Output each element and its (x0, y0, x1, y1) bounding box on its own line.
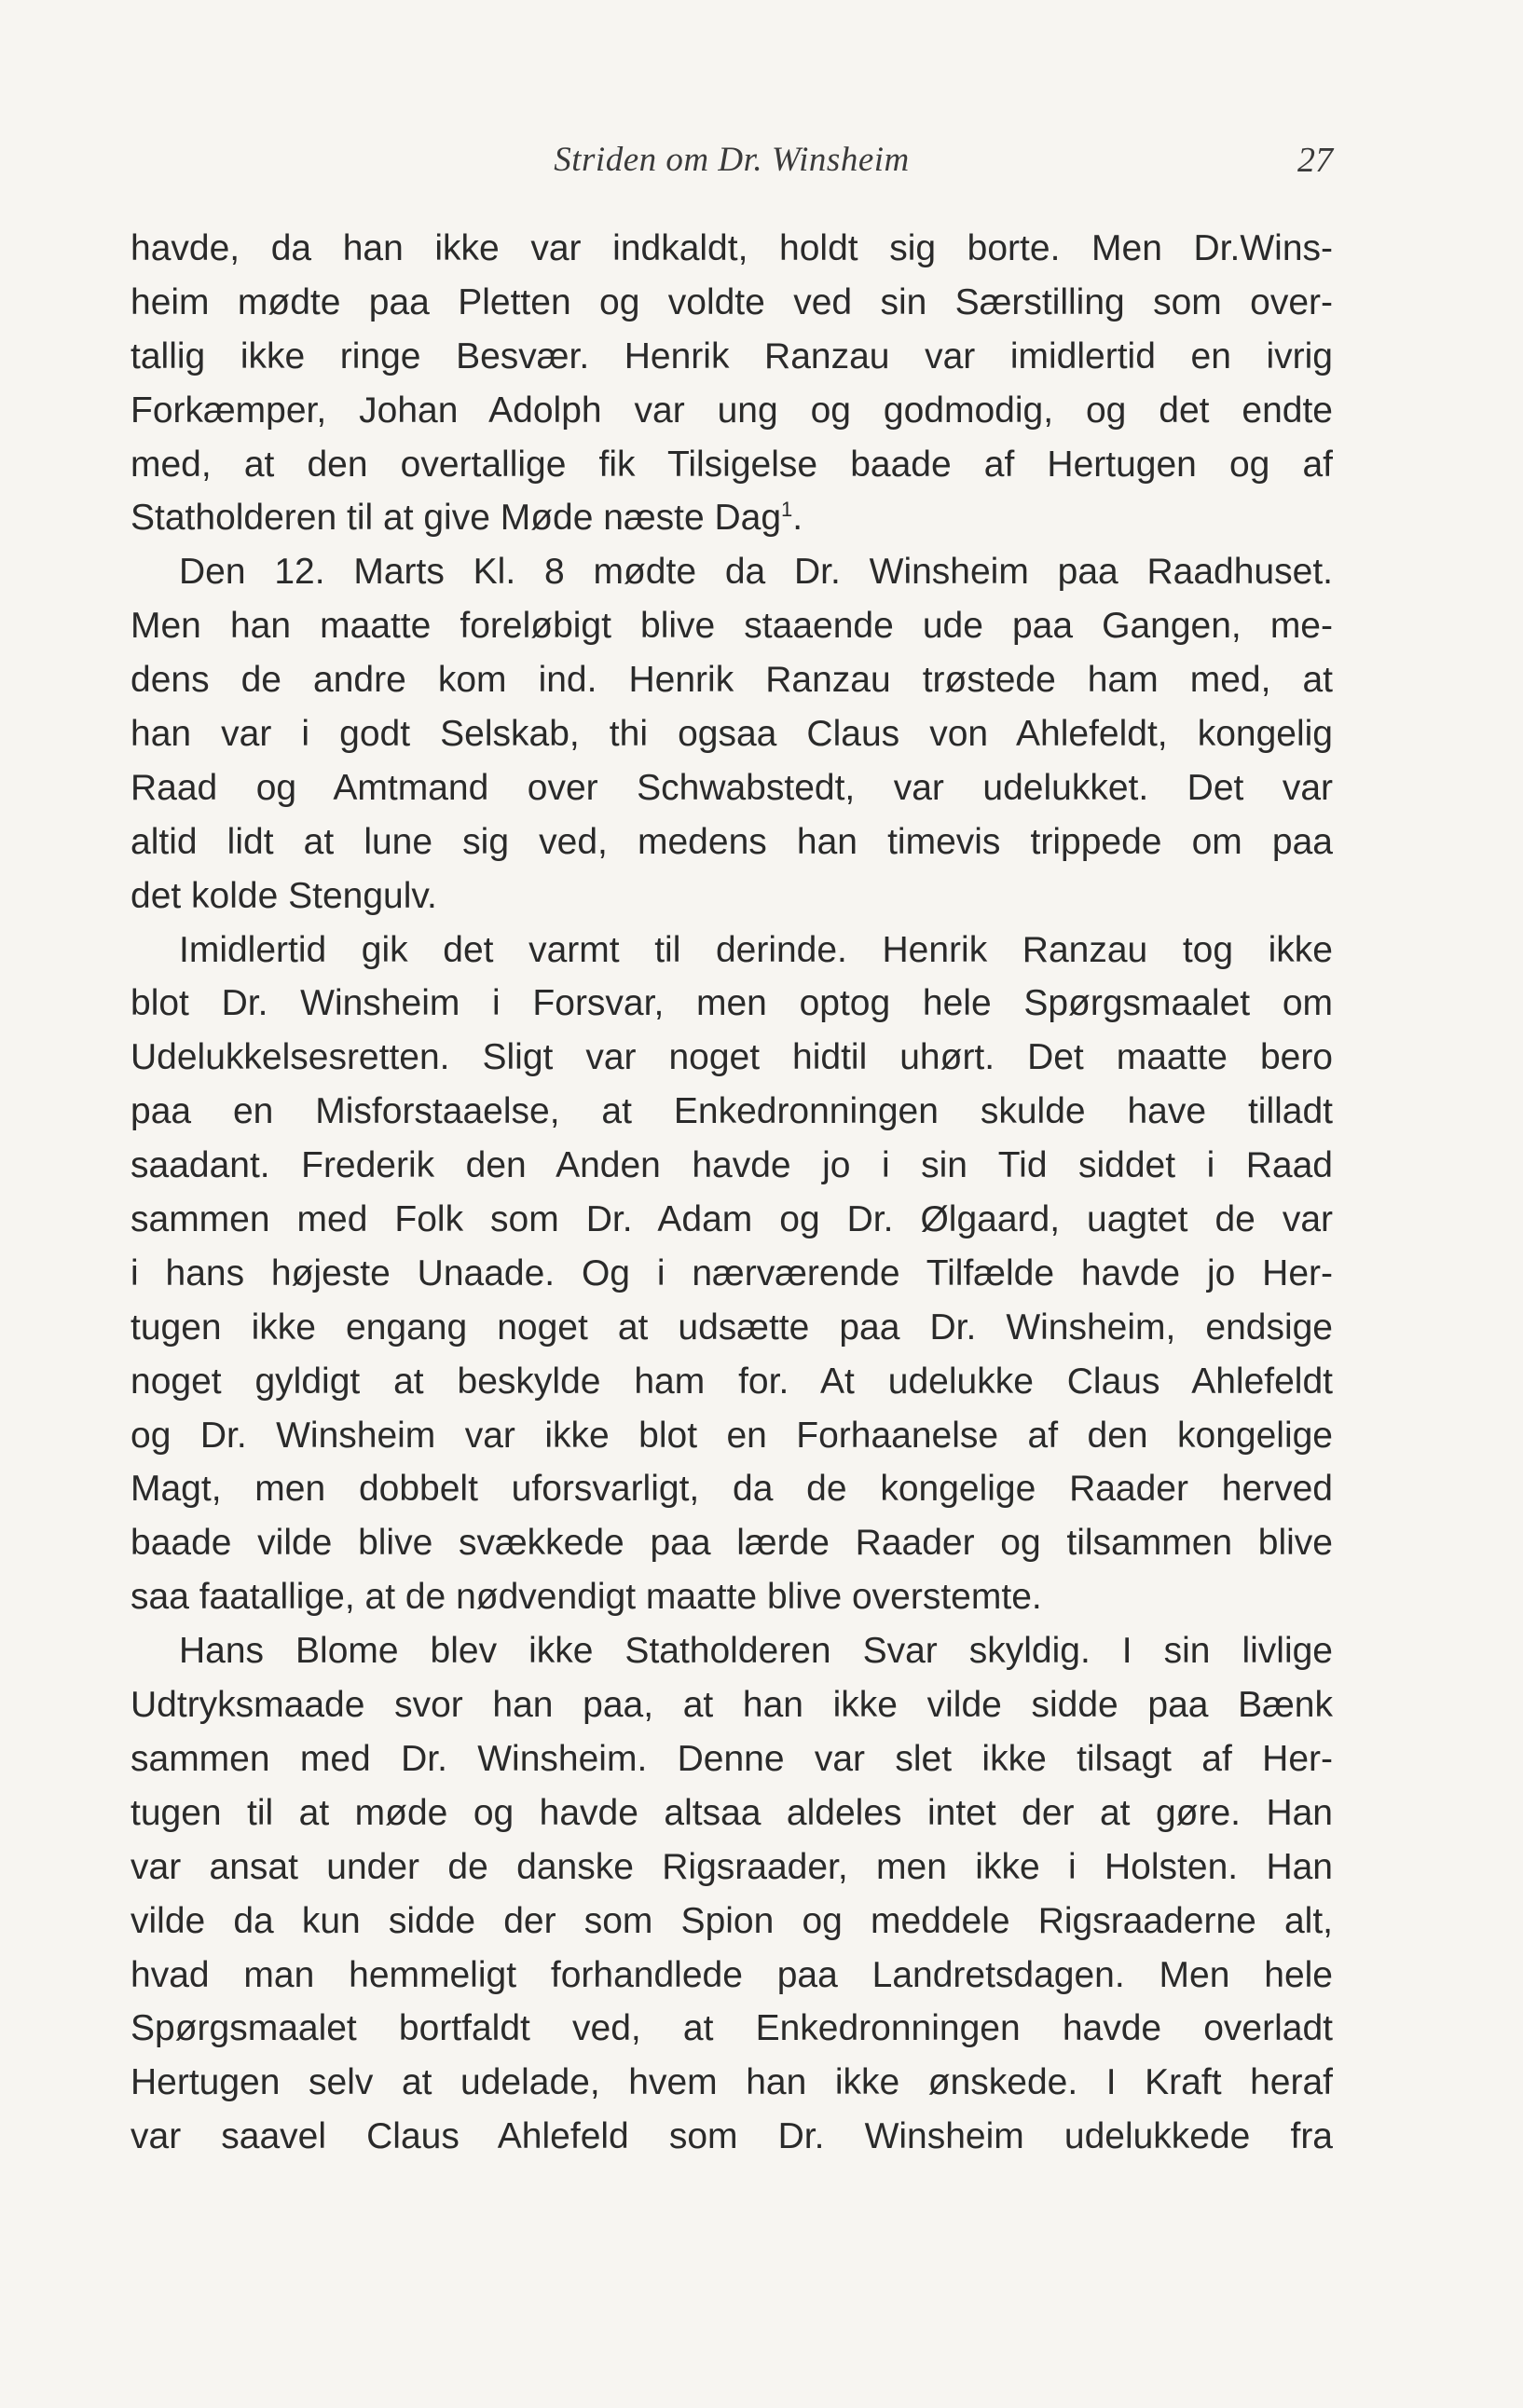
text-line: dens de andre kom ind. Henrik Ranzau trøstede ham med, at (130, 660, 1333, 701)
sentence-period: . (792, 498, 803, 539)
text-line: var ansat under de danske Rigsraader, men ikke i Holsten. Han (130, 1846, 1333, 1887)
text-line: saadant. Frederik den Anden havde jo i sin Tid siddet i Raad (130, 1145, 1333, 1186)
text-line: Udelukkelsesretten. Sligt var noget hidtil uhørt. Det maatte bero (130, 1037, 1333, 1078)
text-line: havde, da han ikke var indkaldt, holdt sig borte. Men Dr.Wins- (130, 228, 1333, 268)
text-line: Hans Blome blev ikke Statholderen Svar skyldig. I sin livlige (179, 1631, 1333, 1672)
text-line: Magt, men dobbelt uforsvarligt, da de kongelige Raader herved (130, 1469, 1333, 1510)
text-line: han var i godt Selskab, thi ogsaa Claus von Ahlefeldt, kongelig (130, 714, 1333, 755)
text-line: saa faatallige, at de nødvendigt maatte blive overstemte. (130, 1577, 1042, 1618)
text-line: og Dr. Winsheim var ikke blot en Forhaanelse af den kongelige (130, 1415, 1333, 1456)
text-line: blot Dr. Winsheim i Forsvar, men optog hele Spørgsmaalet om (130, 983, 1333, 1024)
text-line: det kolde Stengulv. (130, 875, 437, 916)
text-line: Men han maatte foreløbigt blive staaende ude paa Gangen, me- (130, 606, 1333, 647)
text-line: baade vilde blive svækkede paa lærde Raader og tilsammen blive (130, 1523, 1333, 1564)
text-line-content: Statholderen til at give Møde næste Dag (130, 498, 782, 539)
text-line: paa en Misforstaaelse, at Enkedronningen skulde have tilladt (130, 1091, 1333, 1132)
page-number: 27 (1297, 141, 1333, 180)
text-line: sammen med Folk som Dr. Adam og Dr. Ølgaard, uagtet de var (130, 1199, 1333, 1240)
footnote-marker[interactable]: 1 (781, 498, 793, 522)
text-line: altid lidt at lune sig ved, medens han timevis trippede om paa (130, 821, 1333, 862)
text-line: noget gyldigt at beskylde ham for. At udelukke Claus Ahlefeldt (130, 1361, 1333, 1402)
text-line: sammen med Dr. Winsheim. Denne var slet ikke tilsagt af Her- (130, 1738, 1333, 1779)
text-line: vilde da kun sidde der som Spion og meddele Rigsraaderne alt, (130, 1900, 1333, 1941)
text-line: Hertugen selv at udelade, hvem han ikke ønskede. I Kraft heraf (130, 2062, 1333, 2103)
text-line: heim mødte paa Pletten og voldte ved sin Særstilling som over- (130, 281, 1333, 322)
text-line: tugen ikke engang noget at udsætte paa Dr. Winsheim, endsige (130, 1307, 1333, 1348)
running-title: Striden om Dr. Winsheim (554, 141, 910, 179)
text-line: Spørgsmaalet bortfaldt ved, at Enkedronningen havde overladt (130, 2008, 1333, 2049)
text-line: Imidlertid gik det varmt til derinde. Henrik Ranzau tog ikke (179, 929, 1333, 970)
text-line: hvad man hemmeligt forhandlede paa Landretsdagen. Men hele (130, 1954, 1333, 1995)
text-line: i hans højeste Unaade. Og i nærværende Tilfælde havde jo Her- (130, 1252, 1333, 1293)
body-text (130, 222, 1333, 2164)
text-line: tallig ikke ringe Besvær. Henrik Ranzau var imidlertid en ivrig (130, 335, 1333, 376)
text-line: Forkæmper, Johan Adolph var ung og godmodig, og det endte (130, 390, 1333, 431)
text-line: Den 12. Marts Kl. 8 mødte da Dr. Winsheim paa Raadhuset. (179, 552, 1333, 593)
text-line: Raad og Amtmand over Schwabstedt, var udelukket. Det var (130, 767, 1333, 808)
text-line: Udtryksmaade svor han paa, at han ikke vilde sidde paa Bænk (130, 1685, 1333, 1726)
text-line: tugen til at møde og havde altsaa aldeles intet der at gøre. Han (130, 1792, 1333, 1833)
text-line-with-footnote (130, 491, 1333, 545)
text-line: med, at den overtallige fik Tilsigelse baade af Hertugen og af (130, 444, 1333, 485)
text-line: var saavel Claus Ahlefeld som Dr. Winsheim udelukkede fra (130, 2116, 1333, 2157)
running-head (130, 140, 1333, 196)
